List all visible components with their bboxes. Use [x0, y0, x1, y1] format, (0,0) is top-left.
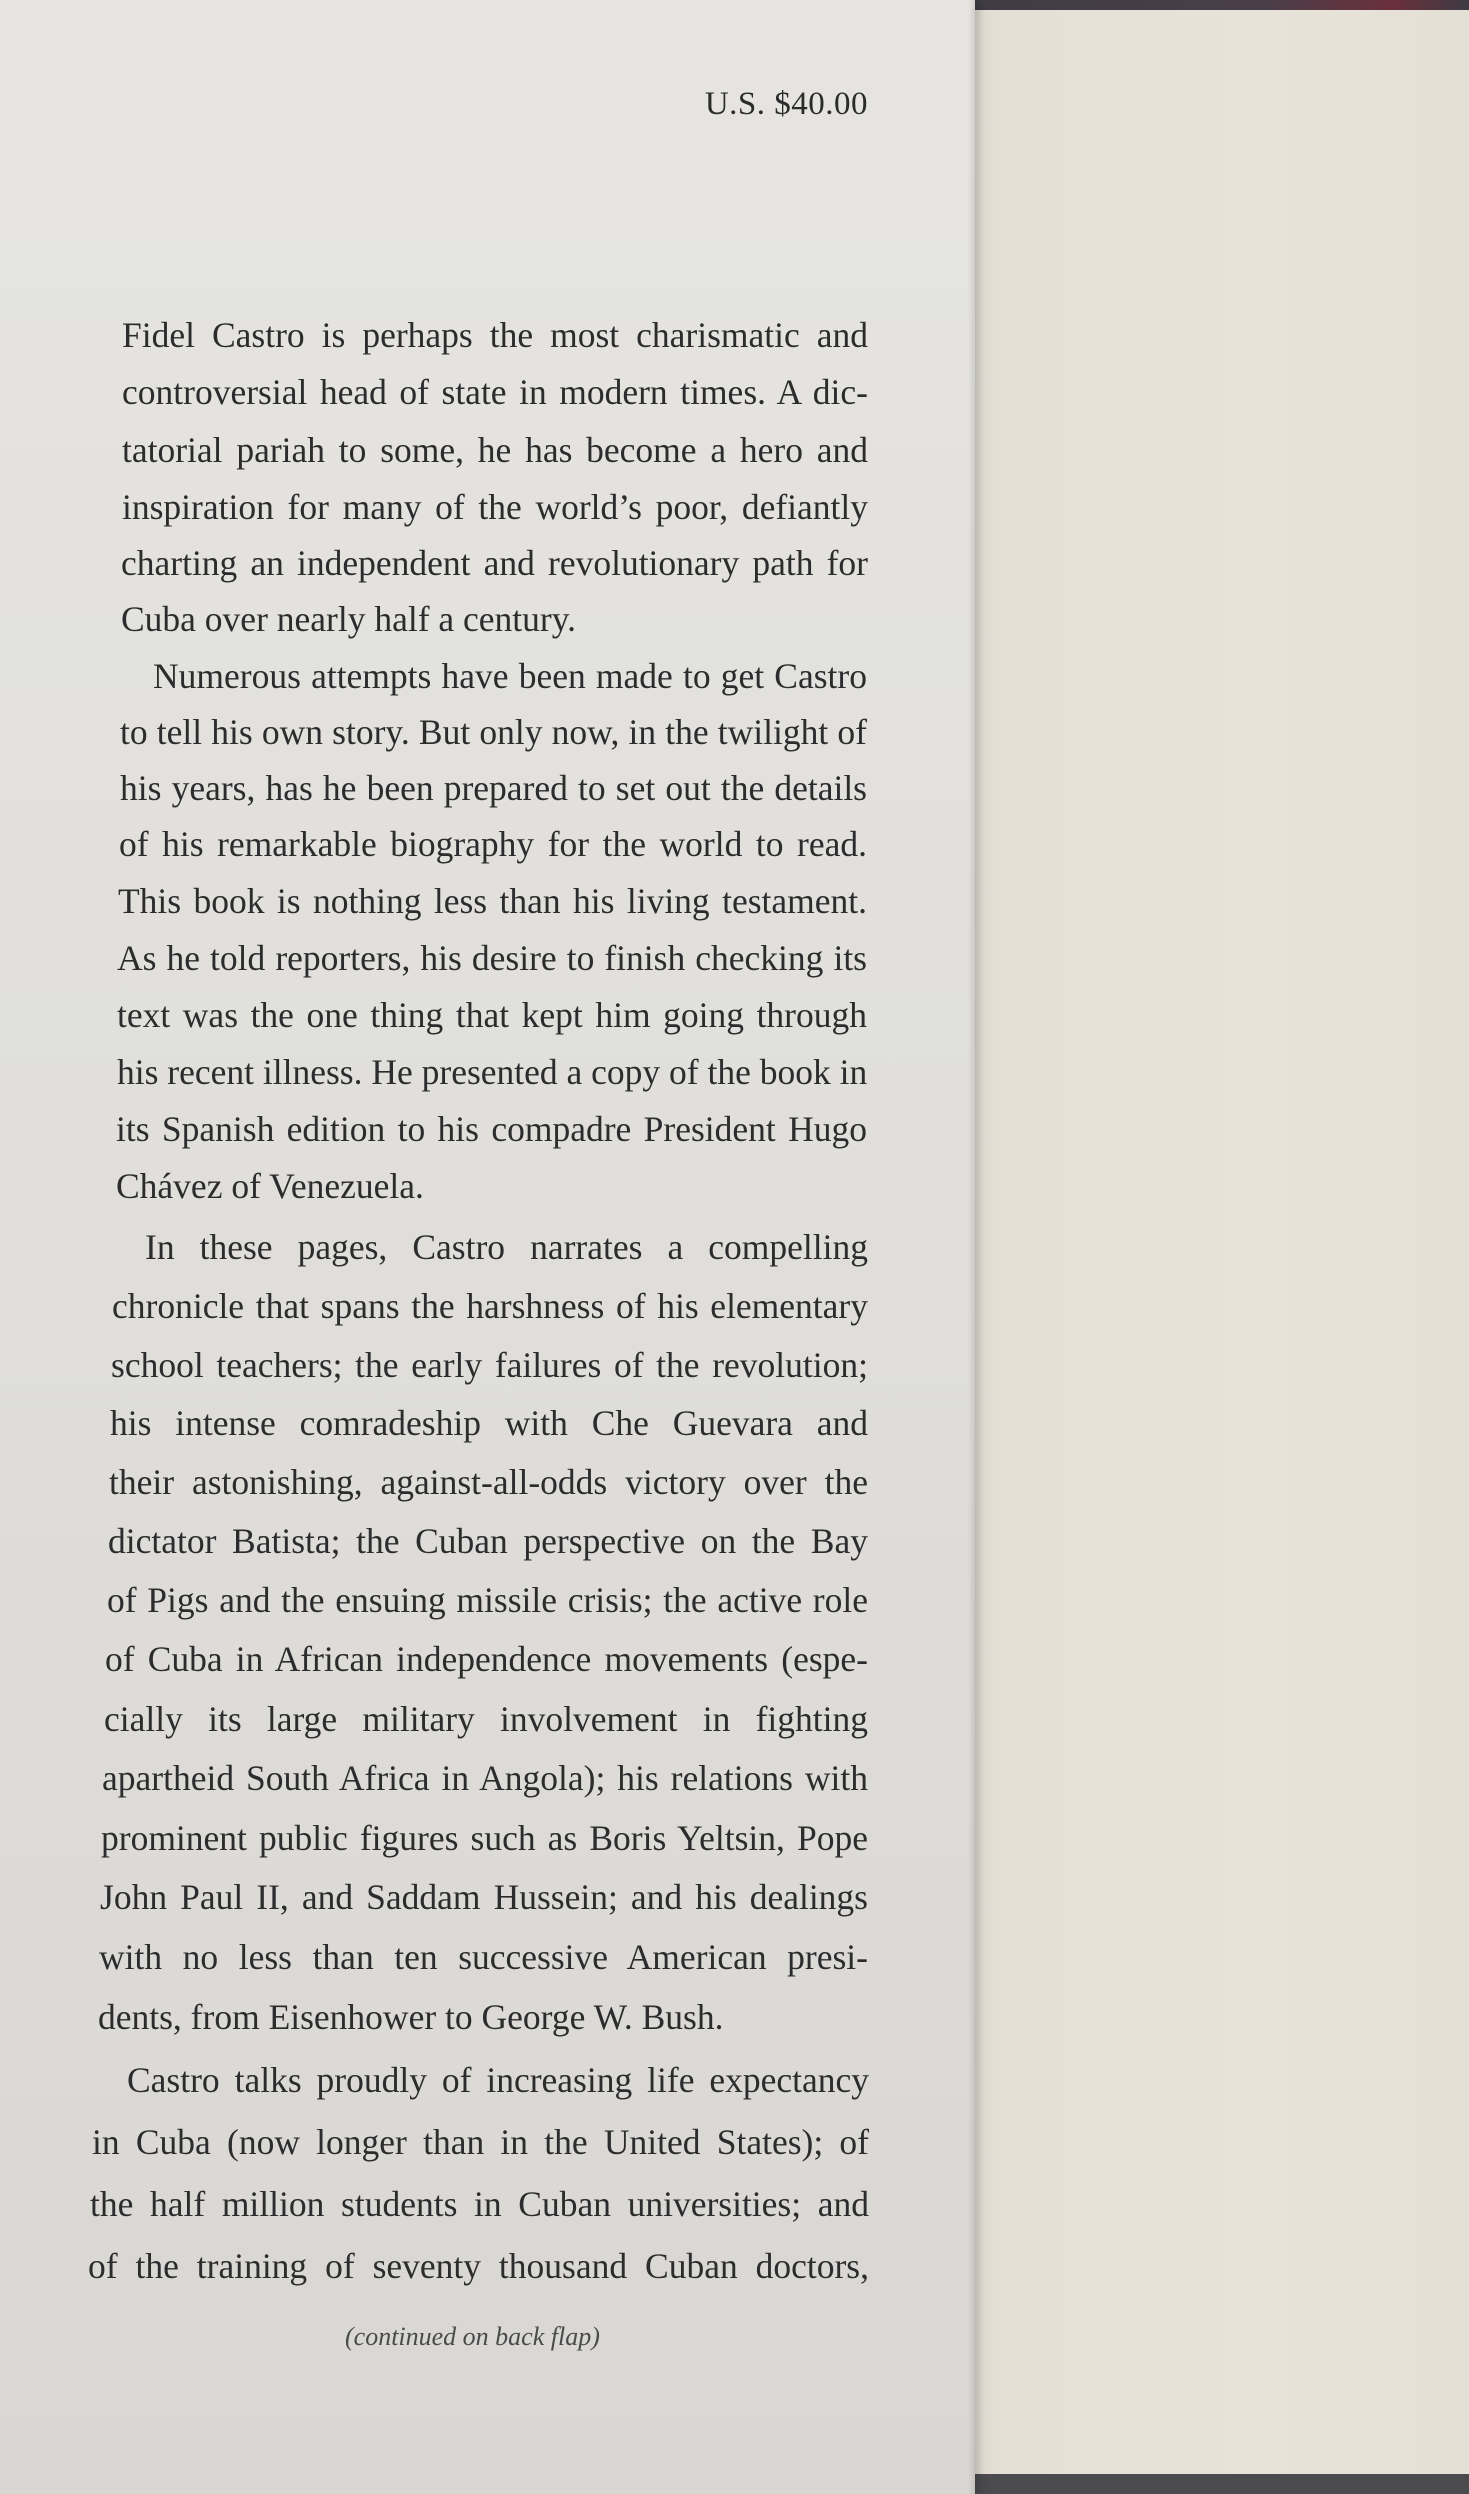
text-line: charting an independent and revolutionary path for [121, 543, 868, 583]
flap-edge-shadow [968, 0, 975, 2494]
text-line: As he told reporters, his desire to finish checking its [117, 938, 867, 978]
text-line: school teachers; the early failures of the revolution; [111, 1345, 868, 1385]
text-line: of Pigs and the ensuing missile crisis; the active role [107, 1580, 868, 1620]
text-line: This book is nothing less than his living testament. [118, 881, 867, 921]
text-line: prominent public figures such as Boris Yeltsin, Pope [101, 1818, 868, 1858]
background-strip-bottom [975, 2474, 1469, 2494]
text-line: dictator Batista; the Cuban perspective on the Bay [108, 1521, 868, 1561]
text-line: Chávez of Venezuela. [116, 1166, 424, 1206]
text-line: his recent illness. He presented a copy of the book in [117, 1052, 868, 1092]
text-line: their astonishing, against-all-odds victory over the [109, 1462, 868, 1502]
text-line: controversial head of state in modern times. A dic- [122, 372, 868, 412]
right-page [950, 10, 1469, 2476]
text-line: John Paul II, and Saddam Hussein; and his dealings [100, 1877, 868, 1917]
text-line: dents, from Eisenhower to George W. Bush. [98, 1997, 724, 2037]
continued-note: (continued on back flap) [345, 2322, 600, 2351]
text-line: to tell his own story. But only now, in the twilight of [120, 712, 867, 752]
text-line: chronicle that spans the harshness of his elementary [112, 1286, 868, 1326]
text-line: of the training of seventy thousand Cuban doctors, [88, 2246, 869, 2286]
text-line: Numerous attempts have been made to get Castro [153, 656, 867, 696]
text-line: cially its large military involvement in fighting [104, 1699, 868, 1739]
text-line: his years, has he been prepared to set out the details [120, 768, 867, 808]
text-line: In these pages, Castro narrates a compelling [145, 1227, 868, 1267]
text-line: in Cuba (now longer than in the United States); of [92, 2122, 869, 2162]
text-line: Cuba over nearly half a century. [121, 599, 577, 639]
text-line: his intense comradeship with Che Guevara and [110, 1403, 868, 1443]
text-line: of Cuba in African independence movements (espe- [105, 1639, 868, 1679]
price-label: U.S. $40.00 [704, 86, 868, 122]
text-line: of his remarkable biography for the world to read. [119, 824, 867, 864]
text-line: with no less than ten successive American presi- [99, 1937, 868, 1977]
text-line: the half million students in Cuban universities; and [90, 2184, 869, 2224]
text-line: Castro talks proudly of increasing life expectancy [127, 2060, 869, 2100]
text-line: its Spanish edition to his compadre President Hugo [116, 1109, 867, 1149]
text-line: apartheid South Africa in Angola); his relations with [102, 1758, 868, 1798]
text-line: text was the one thing that kept him going through [117, 995, 867, 1035]
text-line: tatorial pariah to some, he has become a hero and [122, 430, 868, 470]
text-line: inspiration for many of the world’s poor, defiantly [122, 487, 868, 527]
text-line: Fidel Castro is perhaps the most charismatic and [122, 315, 868, 355]
